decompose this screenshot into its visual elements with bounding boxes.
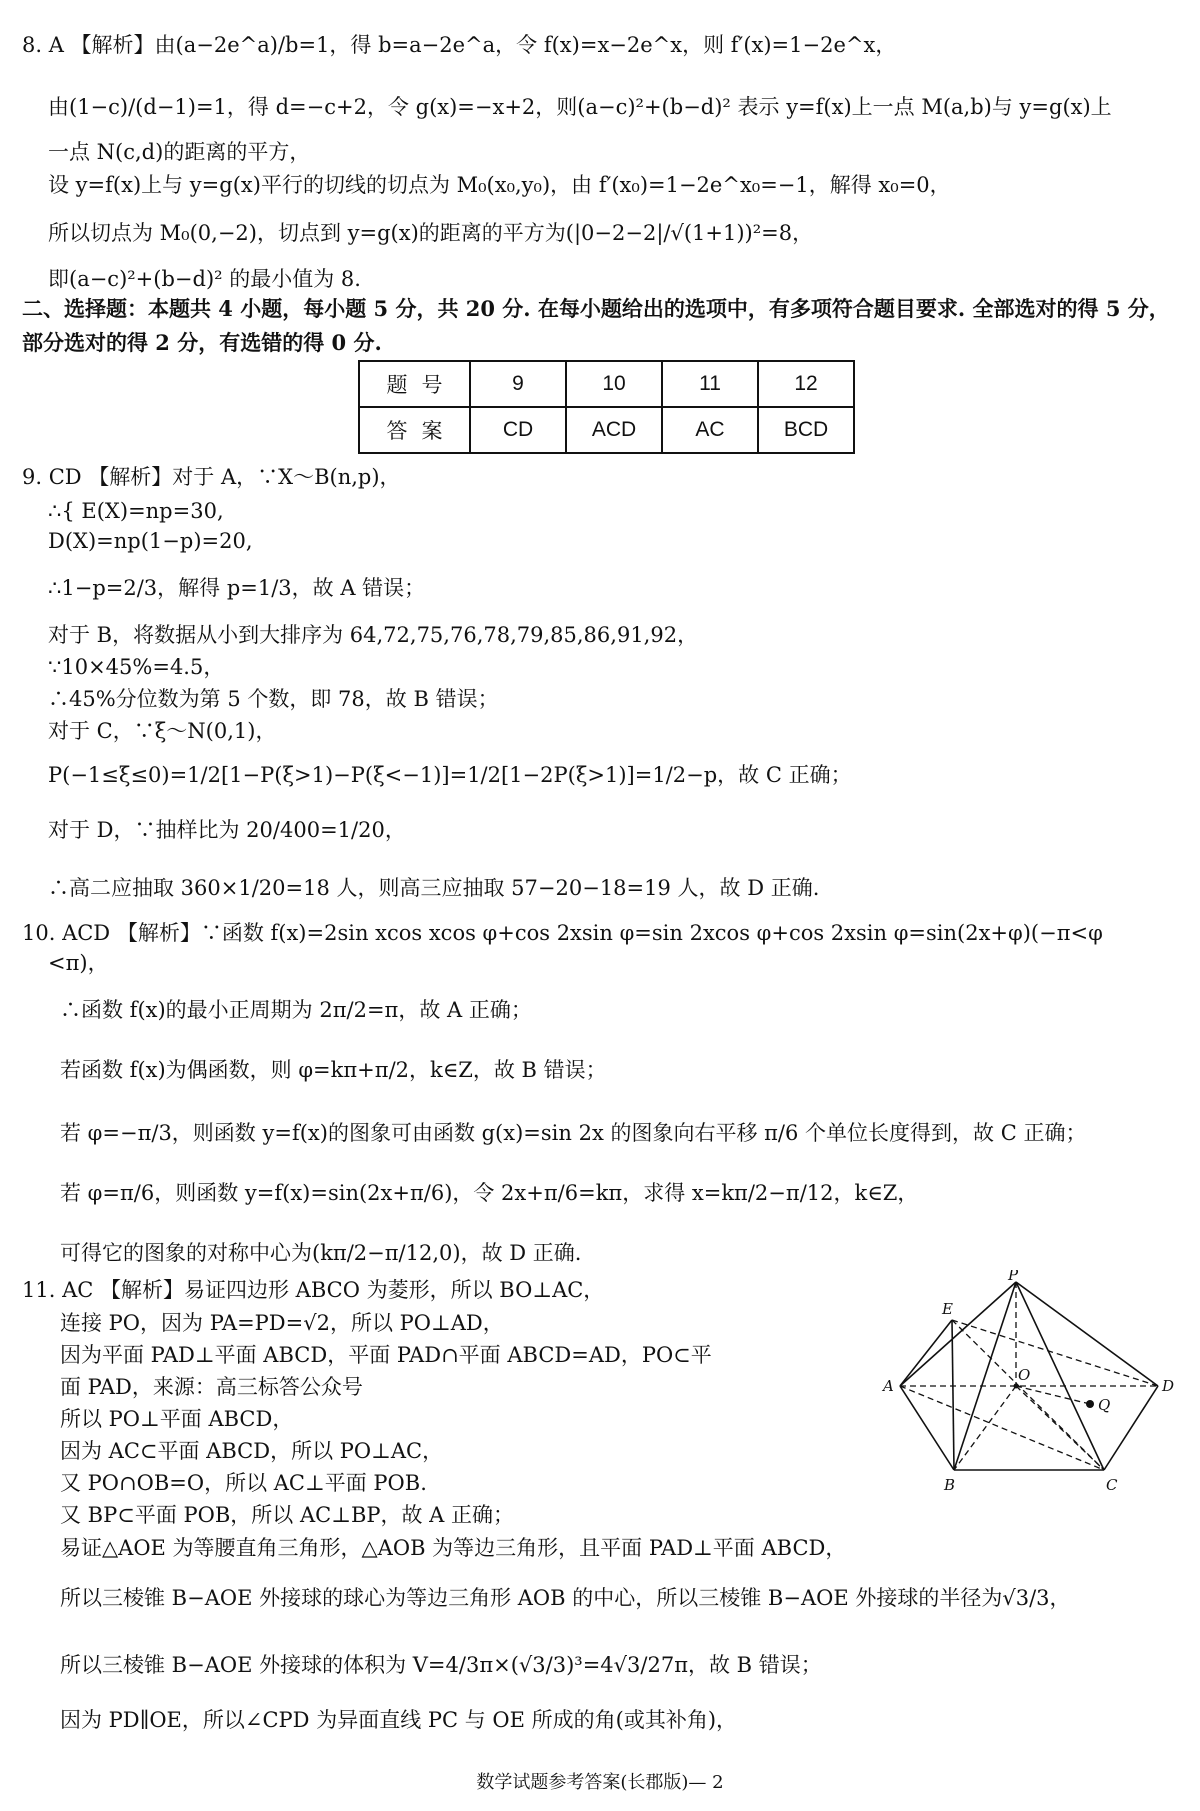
label-O: O [1018, 1366, 1031, 1384]
answer-table-row2-label: 答案 [359, 407, 470, 453]
diag-AC [900, 1386, 1104, 1470]
problem-9-line-5: 对于 B，将数据从小到大排序为 64,72,75,76,78,79,85,86,91,92， [48, 623, 699, 647]
segment-OQ [1016, 1386, 1090, 1404]
problem-11-line-9: 易证△AOE 为等腰直角三角形，△AOB 为等边三角形，且平面 PAD⊥平面 ABCD， [60, 1536, 847, 1560]
pyramid-figure [880, 1270, 1180, 1500]
segment-OB [954, 1386, 1016, 1470]
answer-table-number-11: 11 [662, 361, 758, 407]
problem-8-line-6: 即(a−c)²+(b−d)² 的最小值为 8. [48, 267, 361, 291]
edge-CD [1104, 1386, 1158, 1470]
point-O [1014, 1384, 1019, 1389]
problem-11-line-3: 因为平面 PAD⊥平面 ABCD，平面 PAD∩平面 ABCD=AD，PO⊂平 [60, 1343, 712, 1367]
problem-11-line-1: 11. AC 【解析】易证四边形 ABCO 为菱形，所以 BO⊥AC， [22, 1278, 605, 1302]
problem-9-line-2: ∴{ E(X)=np=30, [48, 499, 224, 523]
problem-10-line-3: ∴函数 f(x)的最小正周期为 2π/2=π，故 A 正确； [60, 998, 532, 1022]
problem-11-line-5: 所以 PO⊥平面 ABCD， [60, 1407, 294, 1431]
answer-table-number-12: 12 [758, 361, 854, 407]
answer-table-answer-row [359, 407, 854, 453]
problem-10-line-7: 可得它的图象的对称中心为(kπ/2−π/12,0)，故 D 正确. [60, 1241, 582, 1265]
problem-9-line-9: P(−1≤ξ≤0)=1/2[1−P(ξ>1)−P(ξ<−1)]=1/2[1−2P(ξ>1)]=1/2−p，故 C 正确； [48, 763, 852, 787]
problem-11-line-4: 面 PAD，来源：高三标答公众号 [60, 1375, 363, 1399]
answer-table-number-row [359, 361, 854, 407]
problem-10-line-2: <π)， [48, 951, 109, 975]
segment-EC [952, 1320, 1104, 1470]
problem-11-line-12: 因为 PD∥OE，所以∠CPD 为异面直线 PC 与 OE 所成的角(或其补角)， [60, 1708, 738, 1732]
label-B: B [944, 1476, 956, 1494]
edge-AB [900, 1386, 954, 1470]
problem-8-line-2: 由(1−c)/(d−1)=1，得 d=−c+2，令 g(x)=−x+2，则(a−c)²+(b−d)² 表示 y=f(x)上一点 M(a,b)与 y=g(x)上 [48, 95, 1112, 119]
answer-table-answer-9: CD [470, 407, 566, 453]
problem-9-line-4: ∴1−p=2/3，解得 p=1/3，故 A 错误； [48, 576, 426, 600]
problem-10-line-5: 若 φ=−π/3，则函数 y=f(x)的图象可由函数 g(x)=sin 2x 的图象向右平移 π/6 个单位长度得到，故 C 正确； [60, 1121, 1087, 1145]
label-A: A [883, 1377, 894, 1395]
section-2-heading: 二、选择题：本题共 4 小题，每小题 5 分，共 20 分. 在每小题给出的选项中，有多项符合题目要求. 全部选对的得 5 分，部分选对的得 2 分，有选错的得 0 分. [22, 296, 1170, 355]
label-Q: Q [1098, 1396, 1111, 1414]
edge-AE [900, 1320, 952, 1386]
problem-10-line-4: 若函数 f(x)为偶函数，则 φ=kπ+π/2，k∈Z，故 B 错误； [60, 1058, 607, 1082]
label-E: E [942, 1300, 953, 1318]
problem-11-line-8: 又 BP⊂平面 POB，所以 AC⊥BP，故 A 正确； [60, 1503, 515, 1527]
label-D: D [1162, 1377, 1175, 1395]
segment-ED [952, 1320, 1158, 1386]
problem-9-line-6: ∵10×45%=4.5， [48, 655, 225, 679]
problem-8-line-1: 8. A 【解析】由(a−2e^a)/b=1，得 b=a−2e^a，令 f(x)=x−2e^x，则 f′(x)=1−2e^x， [22, 33, 897, 57]
problem-9-line-8: 对于 C，∵ξ～N(0,1)， [48, 719, 277, 743]
problem-9-line-7: ∴45%分位数为第 5 个数，即 78，故 B 错误； [48, 687, 499, 711]
answer-table-answer-10: ACD [566, 407, 662, 453]
edge-PD [1016, 1282, 1158, 1386]
problem-11-line-7: 又 PO∩OB=O，所以 AC⊥平面 POB. [60, 1471, 427, 1495]
problem-9-line-11: ∴高二应抽取 360×1/20=18 人，则高三应抽取 57−20−18=19 人，故 D 正确. [48, 876, 820, 900]
answer-table-answer-12: BCD [758, 407, 854, 453]
problem-10-line-6: 若 φ=π/6，则函数 y=f(x)=sin(2x+π/6)，令 2x+π/6=kπ，求得 x=kπ/2−π/12，k∈Z， [60, 1181, 919, 1205]
label-C: C [1106, 1476, 1118, 1494]
edge-EB [952, 1320, 954, 1470]
answer-table-answer-11: AC [662, 407, 758, 453]
problem-9-line-10: 对于 D，∵抽样比为 20/400=1/20， [48, 818, 406, 842]
answer-table-row1-label: 题号 [359, 361, 470, 407]
problem-10-line-1: 10. ACD 【解析】∵函数 f(x)=2sin xcos xcos φ+cos 2xsin φ=sin 2xcos φ+cos 2xsin φ=sin(2x+φ)(−π<φ [22, 921, 1103, 945]
problem-8-line-3: 一点 N(c,d)的距离的平方， [48, 140, 311, 164]
segment-OC [1016, 1386, 1104, 1470]
label-P: P [1008, 1270, 1019, 1284]
problem-11-line-11: 所以三棱锥 B−AOE 外接球的体积为 V=4/3π×(√3/3)³=4√3/27π，故 B 错误； [60, 1653, 822, 1677]
answer-table [358, 360, 855, 454]
answer-table-number-9: 9 [470, 361, 566, 407]
point-Q [1086, 1400, 1094, 1408]
problem-8-line-5: 所以切点为 M₀(0,−2)，切点到 y=g(x)的距离的平方为(|0−2−2|/√(1+1))²=8， [48, 221, 814, 245]
problem-11-line-2: 连接 PO，因为 PA=PD=√2，所以 PO⊥AD， [60, 1311, 504, 1335]
answer-table-number-10: 10 [566, 361, 662, 407]
problem-8-line-4: 设 y=f(x)上与 y=g(x)平行的切线的切点为 M₀(x₀,y₀)，由 f′(x₀)=1−2e^x₀=−1，解得 x₀=0， [48, 173, 951, 197]
page-footer: 数学试题参考答案(长郡版)— 2 [476, 1772, 724, 1793]
problem-9-line-1: 9. CD 【解析】对于 A，∵X～B(n,p)， [22, 465, 401, 489]
problem-11-line-10: 所以三棱锥 B−AOE 外接球的球心为等边三角形 AOB 的中心，所以三棱锥 B−AOE 外接球的半径为√3/3， [60, 1586, 1071, 1610]
problem-9-line-3: D(X)=np(1−p)=20, [48, 529, 253, 553]
problem-11-line-6: 因为 AC⊂平面 ABCD，所以 PO⊥AC， [60, 1439, 444, 1463]
